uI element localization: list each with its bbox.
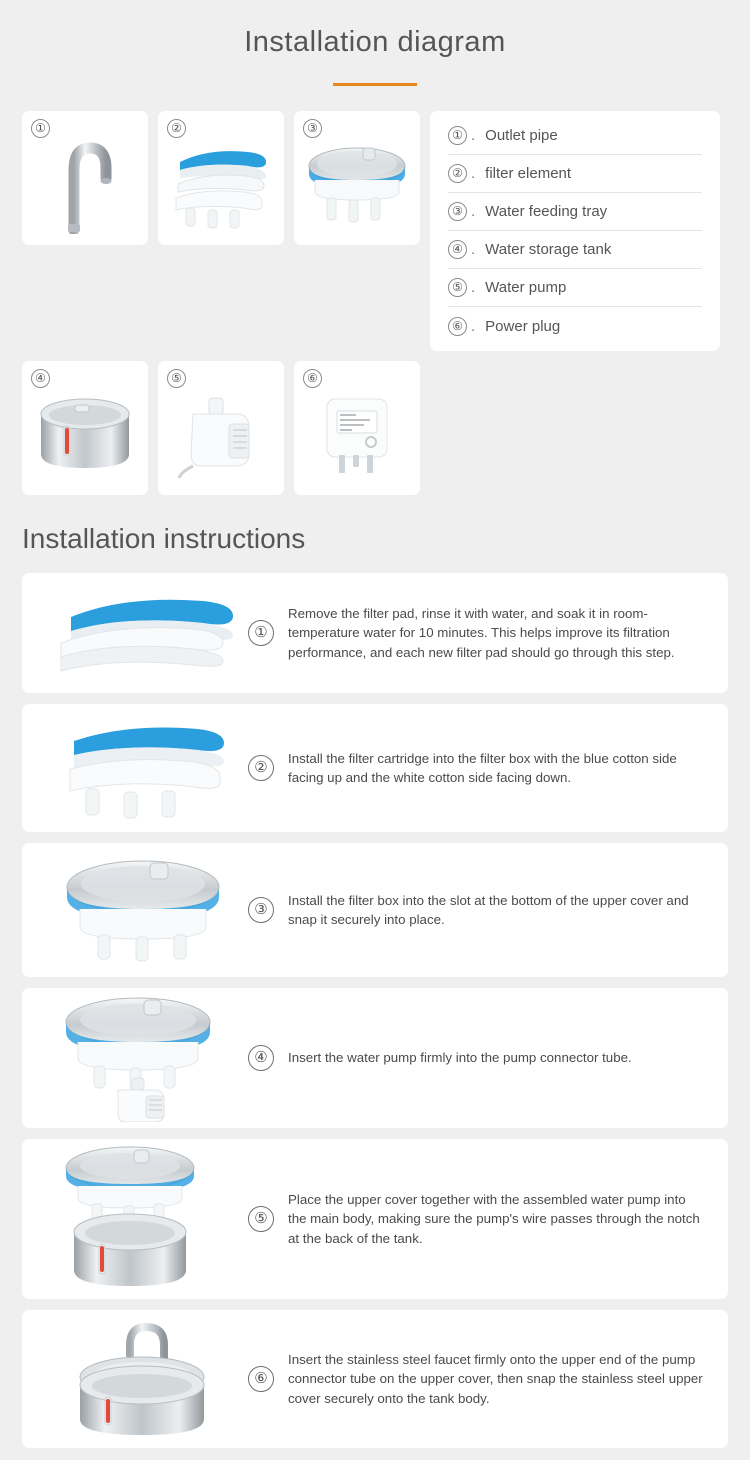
instruction-step-3 bbox=[22, 843, 728, 977]
step-text: Install the filter cartridge into the filter box with the blue cotton side facing up and the white cotton side facing down. bbox=[288, 750, 677, 785]
legend-number: ③ bbox=[448, 202, 467, 221]
cover-into-tank-icon bbox=[38, 1144, 248, 1294]
legend-dot: . bbox=[471, 241, 476, 258]
part-number: ③ bbox=[303, 119, 322, 138]
instruction-step-5 bbox=[22, 1139, 728, 1299]
outlet-pipe-icon bbox=[28, 129, 142, 239]
water-pump-icon bbox=[164, 379, 278, 489]
step-text: Insert the stainless steel faucet firmly onto the upper end of the pump connector tube on the upper cover, then snap the stainless steel upper cover securely onto the tank body. bbox=[288, 1352, 703, 1406]
part-number: ② bbox=[167, 119, 186, 138]
part-number: ⑤ bbox=[167, 369, 186, 388]
part-card-water-feeding-tray bbox=[294, 111, 420, 245]
instructions-title: Installation instructions bbox=[22, 523, 306, 554]
step-text: Remove the filter pad, rinse it with water, and soak it in room-temperature water for 10 minutes. This helps improve its filtration performance, and each new filter pad should go through this step. bbox=[288, 606, 675, 660]
part-card-water-pump bbox=[158, 361, 284, 495]
instruction-step-1 bbox=[22, 573, 728, 693]
step-text: Insert the water pump firmly into the pump connector tube. bbox=[288, 1050, 632, 1066]
step-number: ③ bbox=[248, 897, 274, 923]
part-card-power-plug bbox=[294, 361, 420, 495]
page-title: Installation diagram bbox=[244, 26, 506, 58]
part-number: ④ bbox=[31, 369, 50, 388]
step-number: ④ bbox=[248, 1045, 274, 1071]
part-number: ① bbox=[31, 119, 50, 138]
parts-legend bbox=[430, 111, 720, 351]
legend-label: Water feeding tray bbox=[485, 203, 608, 220]
legend-dot: . bbox=[471, 203, 476, 220]
part-number: ⑥ bbox=[303, 369, 322, 388]
water-storage-tank-icon bbox=[28, 379, 142, 489]
power-plug-icon bbox=[300, 379, 414, 489]
legend-label: Water storage tank bbox=[485, 241, 612, 258]
water-feeding-tray-icon bbox=[300, 129, 414, 239]
filter-in-box-icon bbox=[38, 713, 248, 823]
parts-diagram bbox=[22, 111, 728, 495]
legend-item-water-pump bbox=[448, 269, 702, 307]
instruction-steps bbox=[22, 573, 728, 1448]
legend-number: ① bbox=[448, 126, 467, 145]
filter-pads-icon bbox=[38, 583, 248, 683]
legend-item-water-feeding-tray bbox=[448, 193, 702, 231]
legend-number: ⑤ bbox=[448, 278, 467, 297]
tray-with-pump-icon bbox=[38, 994, 248, 1122]
legend-dot: . bbox=[471, 279, 476, 296]
tray-with-filter-box-icon bbox=[38, 851, 248, 969]
legend-label: Water pump bbox=[485, 279, 567, 296]
part-card-outlet-pipe bbox=[22, 111, 148, 245]
legend-number: ⑥ bbox=[448, 317, 467, 336]
step-number: ⑤ bbox=[248, 1206, 274, 1232]
faucet-on-cover-icon bbox=[38, 1315, 248, 1443]
instruction-step-2 bbox=[22, 704, 728, 832]
legend-item-filter-element bbox=[448, 155, 702, 193]
instruction-step-6 bbox=[22, 1310, 728, 1448]
step-text: Place the upper cover together with the assembled water pump into the main body, making sure the pump's wire passes through the notch at the back of the tank. bbox=[288, 1192, 700, 1246]
legend-dot: . bbox=[471, 165, 476, 182]
part-card-water-storage-tank bbox=[22, 361, 148, 495]
legend-label: Power plug bbox=[485, 317, 561, 335]
legend-number: ④ bbox=[448, 240, 467, 259]
title-divider bbox=[333, 83, 417, 86]
step-text: Install the filter box into the slot at the bottom of the upper cover and snap it securely into place. bbox=[288, 892, 689, 927]
filter-element-icon bbox=[164, 129, 278, 239]
legend-item-outlet-pipe bbox=[448, 117, 702, 155]
legend-number: ② bbox=[448, 164, 467, 183]
legend-item-water-storage-tank bbox=[448, 231, 702, 269]
legend-label: Outlet pipe bbox=[485, 127, 558, 144]
legend-item-power-plug bbox=[448, 307, 702, 345]
step-number: ② bbox=[248, 755, 274, 781]
legend-dot: . bbox=[471, 127, 476, 144]
part-card-filter-element bbox=[158, 111, 284, 245]
step-number: ⑥ bbox=[248, 1366, 274, 1392]
legend-dot: . bbox=[471, 317, 476, 335]
step-number: ① bbox=[248, 620, 274, 646]
instruction-step-4 bbox=[22, 988, 728, 1128]
legend-label: filter element bbox=[485, 165, 572, 182]
